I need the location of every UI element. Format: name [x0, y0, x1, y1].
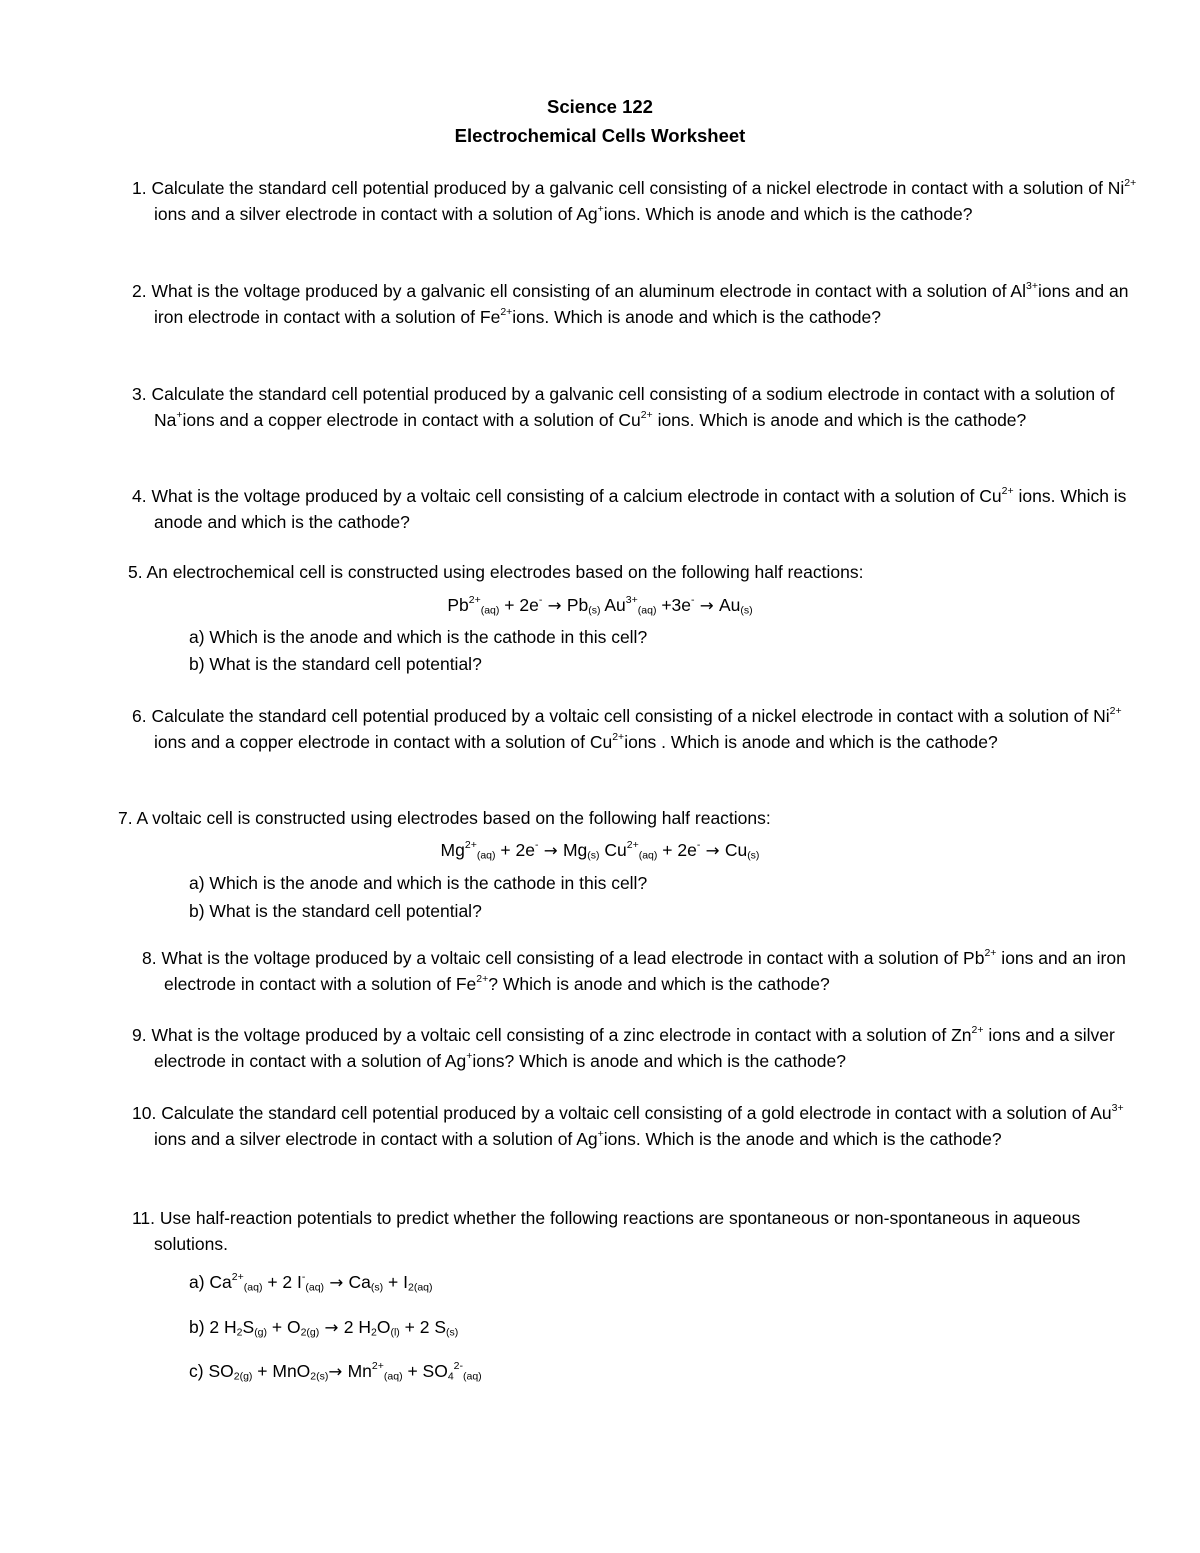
question-1: 1. Calculate the standard cell potential produced by a galvanic cell consisting of a nickel electrode in contact with a solution of $Ni^{2+}$ ions and a silver electrode in contact with a solution of Ag+ions. Which is anode and which is the cathode?	[132, 177, 1137, 224]
question-7b: b) What is the standard cell potential?	[189, 901, 482, 921]
arrow-icon: →	[328, 1362, 348, 1381]
question-10: 10. Calculate the standard cell potential produced by a voltaic cell consisting of a gold electrode in contact with a solution of $Au^{3+}$ ions and a silver electrode in contact with a solution of Ag+ions. Which is the anode and which is the cathode?	[132, 1102, 1124, 1149]
question-7: 7. A voltaic cell is constructed using electrodes based on the following half reactions:	[118, 808, 771, 828]
arrow-icon: →	[319, 1318, 344, 1337]
reaction-a: a) $Ca^{2+}_{(aq)} + 2$ $I^-_{(aq)} \to Ca_{(s)} + I_{2(aq)}$	[189, 1271, 433, 1294]
question-5: 5. An electrochemical cell is constructed using electrodes based on the following half reactions:	[128, 562, 864, 582]
question-4: 4. What is the voltage produced by a voltaic cell consisting of a calcium electrode in contact with a solution of $Cu^{2+}$ ions. Which is anode and which is the cathode?	[132, 485, 1127, 532]
worksheet-title: Electrochemical Cells Worksheet	[454, 125, 746, 146]
question-3: 3. Calculate the standard cell potential produced by a galvanic cell consisting of a sodium electrode in contact with a solution of Na+ions and a copper electrode in contact with a solution of $Cu^{2+}$ ions. Which is anode and which is the cathode?	[132, 384, 1115, 430]
question-6: 6. Calculate the standard cell potential produced by a voltaic cell consisting of a nickel electrode in contact with a solution of $Ni^{2+}$ ions and a copper electrode in contact with a solution of $Cu^{2+}ions$ . Which is anode and which is the cathode?	[132, 705, 1122, 752]
question-2: 2. What is the voltage produced by a galvanic ell consisting of an aluminum electrode in contact with a solution of $Al^{3+}ions$ and an iron electrode in contact with a solution of $Fe^{2+}ions$. Which is anode and which is the cathode?	[132, 280, 1129, 327]
question-5a: a) Which is the anode and which is the cathode in this cell?	[189, 627, 648, 647]
question-7a: a) Which is the anode and which is the cathode in this cell?	[189, 873, 648, 893]
arrow-icon: →	[542, 596, 567, 615]
reaction-c: c) $SO_{2(g)} + MnO_{2(s)}\to Mn^{2+}_{(aq)} + SO_4^{2-}_{(aq)}$	[189, 1360, 482, 1383]
reaction-b: b) 2 $H_2S_{(g)} + O_{2(g)} \to 2$ $H_2O_{(l)} + 2$ $S_{(s)}$	[189, 1317, 459, 1339]
course-title: Science 122	[547, 96, 653, 117]
question-11: 11. Use half-reaction potentials to predict whether the following reactions are spontaneous or non-spontaneous in aqueous solutions.	[132, 1208, 1081, 1254]
question-5b: b) What is the standard cell potential?	[189, 654, 482, 674]
arrow-icon: →	[700, 841, 725, 860]
arrow-icon: →	[538, 841, 563, 860]
question-7-equation: $Mg^{2+}_{(aq)} + 2e^- \to Mg_{(s)}$ $Cu^{2+}_{(aq)} + 2e^- \to Cu_{(s)}$	[440, 839, 760, 862]
question-9: 9. What is the voltage produced by a voltaic cell consisting of a zinc electrode in contact with a solution of $Zn^{2+}$ ions and a silver electrode in contact with a solution of Ag+ions? Which is anode and which is the cathode?	[132, 1024, 1115, 1071]
arrow-icon: →	[694, 596, 719, 615]
question-5-equation: $Pb^{2+}_{(aq)} + 2e^- \to Pb_{(s)}$ $Au^{3+}_{(aq)} +3e^- \to Au_{(s)}$	[447, 594, 753, 617]
question-8: 8. What is the voltage produced by a voltaic cell consisting of a lead electrode in contact with a solution of $Pb^{2+}$ ions and an iron electrode in contact with a solution of $Fe^{2+}$? Which is anode and which is the cathode?	[142, 947, 1126, 994]
arrow-icon: →	[324, 1273, 349, 1292]
